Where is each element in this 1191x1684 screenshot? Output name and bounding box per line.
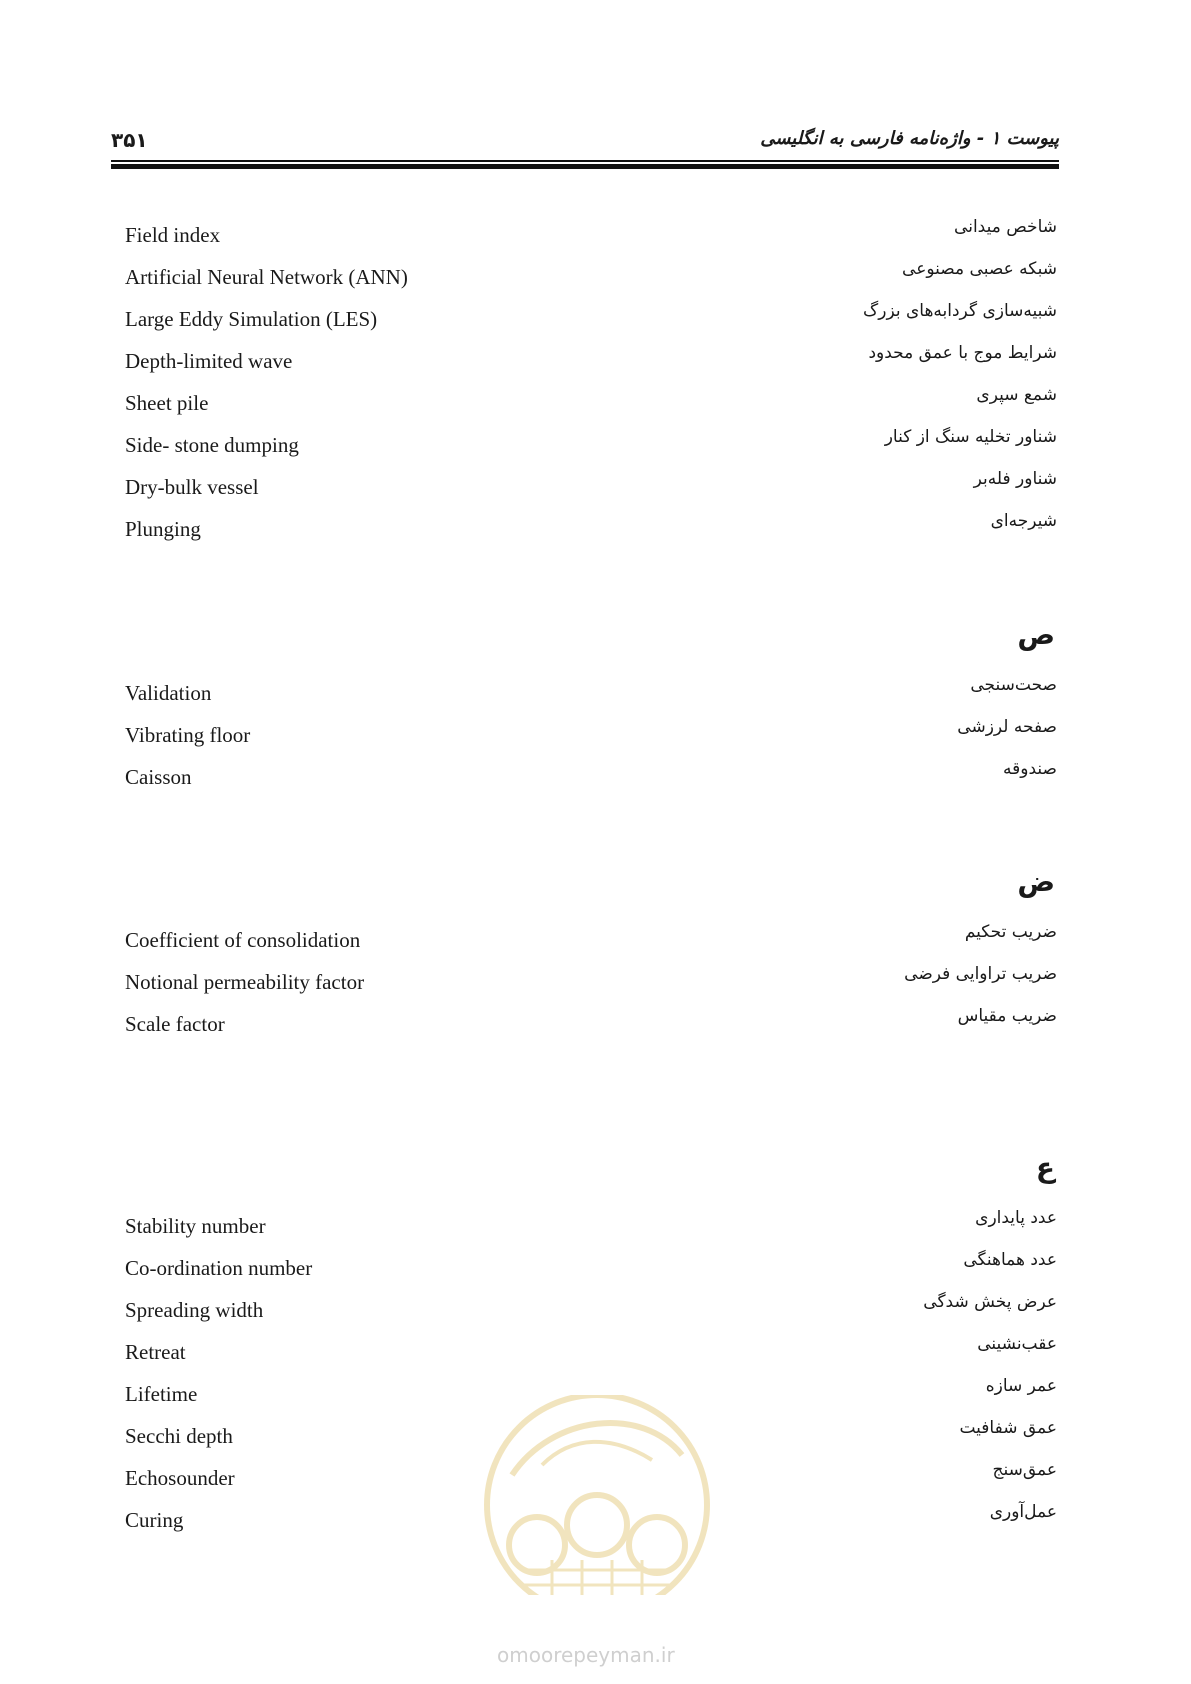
- english-term: Field index: [125, 223, 221, 247]
- glossary-row: [111, 511, 1059, 547]
- english-term: Validation: [125, 681, 212, 705]
- english-term: Retreat: [125, 1340, 186, 1364]
- glossary-row: [111, 469, 1059, 505]
- glossary-row: [111, 217, 1059, 253]
- glossary-row: [111, 1250, 1059, 1286]
- english-term: Side- stone dumping: [125, 433, 299, 457]
- persian-term: عمق شفافیت: [959, 1418, 1057, 1438]
- english-term: Vibrating floor: [125, 723, 251, 747]
- english-term: Caisson: [125, 765, 192, 789]
- persian-term: شناور فله‌بر: [973, 469, 1057, 489]
- section-letter-zad: ض: [1017, 865, 1055, 898]
- persian-term: ضریب تراوایی فرضی: [904, 964, 1057, 984]
- persian-term: صفحه لرزشی: [957, 717, 1057, 737]
- glossary-row: [111, 259, 1059, 295]
- english-term: Secchi depth: [125, 1424, 233, 1448]
- section-letter-sad: ص: [1017, 618, 1055, 651]
- persian-term: عدد پایداری: [975, 1208, 1057, 1228]
- persian-term: عقب‌نشینی: [977, 1334, 1057, 1354]
- watermark-url: omoorepeyman.ir: [497, 1643, 675, 1667]
- glossary-row: [111, 964, 1059, 1000]
- persian-term: شیرجه‌ای: [990, 511, 1057, 531]
- running-title: پیوست ۱ - واژه‌نامه فارسی به انگلیسی: [760, 128, 1059, 149]
- page-header: [111, 128, 1059, 154]
- english-term: Artificial Neural Network (ANN): [125, 265, 408, 289]
- english-term: Coefficient of consolidation: [125, 928, 361, 952]
- persian-term: ضریب تحکیم: [964, 922, 1057, 942]
- header-rule-thin: [111, 160, 1059, 162]
- persian-term: صندوقه: [1003, 759, 1057, 779]
- section-letter-ein: ع: [1035, 1151, 1055, 1184]
- persian-term: عمق‌سنج: [992, 1460, 1057, 1480]
- english-term: Spreading width: [125, 1298, 264, 1322]
- english-term: Sheet pile: [125, 391, 209, 415]
- persian-term: شمع سپری: [976, 385, 1057, 405]
- persian-term: عرض پخش شدگی: [923, 1292, 1057, 1312]
- persian-term: شرایط موج با عمق محدود: [868, 343, 1057, 363]
- persian-term: شناور تخلیه سنگ از کنار: [884, 427, 1057, 447]
- english-term: Echosounder: [125, 1466, 235, 1490]
- english-term: Stability number: [125, 1214, 266, 1238]
- watermark-logo-icon: [482, 1395, 712, 1595]
- english-term: Large Eddy Simulation (LES): [125, 307, 378, 331]
- header-rule-thick: [111, 164, 1059, 169]
- english-term: Notional permeability factor: [125, 970, 365, 994]
- persian-term: شاخص میدانی: [954, 217, 1057, 237]
- english-term: Dry-bulk vessel: [125, 475, 259, 499]
- english-term: Plunging: [125, 517, 201, 541]
- glossary-row: [111, 1292, 1059, 1328]
- english-term: Co-ordination number: [125, 1256, 313, 1280]
- glossary-row: [111, 385, 1059, 421]
- persian-term: شبکه عصبی مصنوعی: [902, 259, 1057, 279]
- glossary-row: [111, 343, 1059, 379]
- english-term: Lifetime: [125, 1382, 198, 1406]
- glossary-row: [111, 427, 1059, 463]
- english-term: Curing: [125, 1508, 184, 1532]
- persian-term: عدد هماهنگی: [963, 1250, 1057, 1270]
- glossary-row: [111, 301, 1059, 337]
- persian-term: شبیه‌سازی گردابه‌های بزرگ: [863, 301, 1057, 321]
- page-number: ۳۵۱: [111, 128, 148, 152]
- persian-term: عمر سازه: [985, 1376, 1057, 1396]
- glossary-row: [111, 675, 1059, 711]
- english-term: Depth-limited wave: [125, 349, 293, 373]
- glossary-row: [111, 1208, 1059, 1244]
- persian-term: عمل‌آوری: [989, 1502, 1057, 1522]
- glossary-row: [111, 759, 1059, 795]
- glossary-row: [111, 717, 1059, 753]
- glossary-row: [111, 1006, 1059, 1042]
- glossary-row: [111, 922, 1059, 958]
- english-term: Scale factor: [125, 1012, 225, 1036]
- glossary-row: [111, 1334, 1059, 1370]
- persian-term: ضریب مقیاس: [957, 1006, 1057, 1026]
- persian-term: صحت‌سنجی: [970, 675, 1057, 695]
